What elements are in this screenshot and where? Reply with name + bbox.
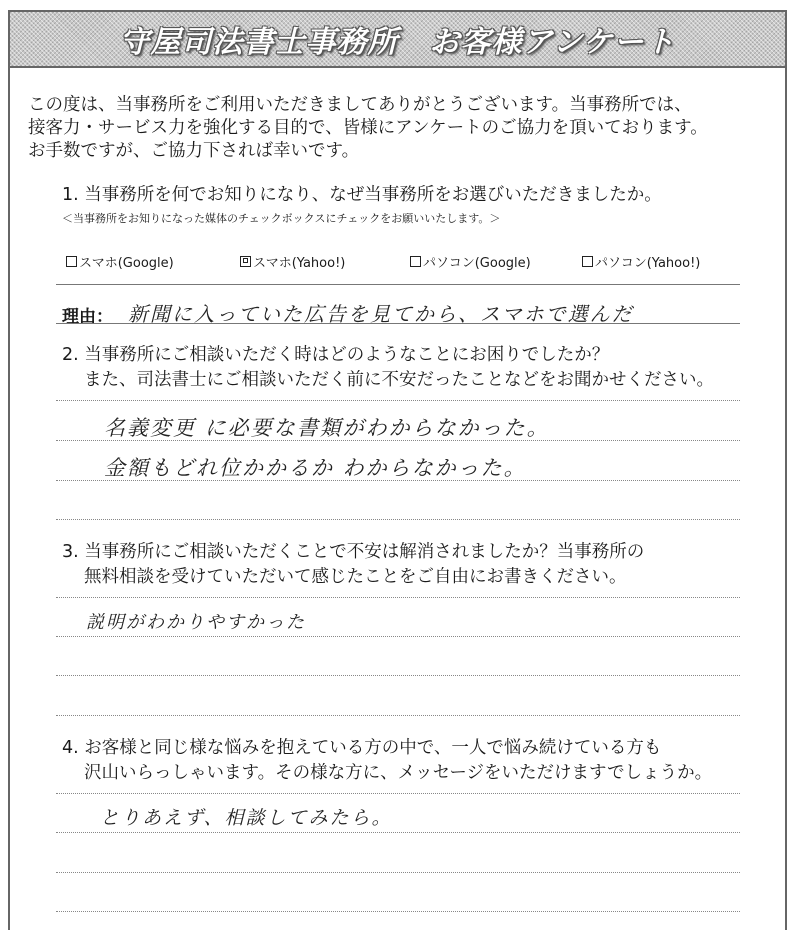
intro-line-1: この度は、当事務所をご利用いただきましてありがとうございます。当事務所では、	[28, 95, 692, 115]
checkbox-pc-yahoo[interactable]	[582, 252, 700, 271]
checkbox-box[interactable]	[240, 256, 251, 267]
q3-answer-1[interactable]: 説明がわかりやすかった	[86, 612, 306, 633]
q4-answer-1[interactable]: とりあえず、相談してみたら。	[100, 807, 393, 829]
q4-title-line-2: 沢山いらっしゃいます。その様な方に、メッセージをいただけますでしょうか。	[84, 763, 713, 783]
answer-line	[56, 832, 740, 833]
checkbox-label: パソコン(Google)	[423, 256, 531, 271]
checkbox-label: スマホ(Yahoo!)	[253, 256, 346, 271]
answer-line	[56, 675, 740, 676]
q2-title-line-1: 2. 当事務所にご相談いただく時はどのようなことにお困りでしたか？	[62, 345, 610, 365]
checkbox-smartphone-yahoo[interactable]	[240, 252, 345, 271]
reason-answer[interactable]: 新聞に入っていた広告を見てから、スマホで選んだ	[128, 302, 634, 326]
q2-answer-1[interactable]: 名義変更 に必要な書類がわからなかった。	[104, 416, 550, 440]
answer-line	[56, 480, 740, 481]
survey-header	[8, 10, 787, 68]
checkbox-smartphone-google[interactable]	[66, 252, 174, 271]
answer-line	[56, 519, 740, 520]
survey-title: 守屋司法書士事務所 お客様アンケート	[119, 25, 676, 60]
answer-line	[56, 636, 740, 637]
q2-title-line-2: また、司法書士にご相談いただく前に不安だったことなどをお聞かせください。	[84, 370, 714, 390]
checkbox-box[interactable]	[66, 256, 77, 267]
answer-line	[56, 793, 740, 794]
reason-label: 理由：	[62, 307, 113, 327]
checkbox-pc-google[interactable]	[410, 252, 531, 271]
q1-title: 1. 当事務所を何でお知りになり、なぜ当事務所をお選びいただきましたか。	[62, 185, 662, 205]
intro-line-2: 接客力・サービス力を強化する目的で、皆様にアンケートのご協力を頂いております。	[28, 118, 708, 138]
q3-title-line-2: 無料相談を受けていただいて感じたことをご自由にお書きください。	[84, 567, 627, 587]
intro-text	[28, 94, 780, 163]
checkbox-label: パソコン(Yahoo!)	[595, 256, 701, 271]
checkbox-box[interactable]	[410, 256, 421, 267]
answer-line	[56, 440, 740, 441]
answer-line	[56, 323, 740, 324]
divider	[56, 284, 740, 285]
q4-title-line-1: 4. お客様と同じ様な悩みを抱えている方の中で、一人で悩み続けている方も	[62, 738, 662, 758]
q3-title-line-1: 3. 当事務所にご相談いただくことで不安は解消されましたか？当事務所の	[62, 542, 645, 562]
answer-line	[56, 715, 740, 716]
answer-line	[56, 872, 740, 873]
answer-line	[56, 911, 740, 912]
checkbox-box[interactable]	[582, 256, 593, 267]
answer-line	[56, 400, 740, 401]
answer-line	[56, 597, 740, 598]
q1-note: ＜当事務所をお知りになった媒体のチェックボックスにチェックをお願いいたします。＞	[62, 212, 501, 225]
q2-answer-2[interactable]: 金額もどれ位かかるか わからなかった。	[104, 456, 527, 480]
checkbox-label: スマホ(Google)	[79, 256, 174, 271]
intro-line-3: お手数ですが、ご協力下されば幸いです。	[28, 141, 360, 161]
